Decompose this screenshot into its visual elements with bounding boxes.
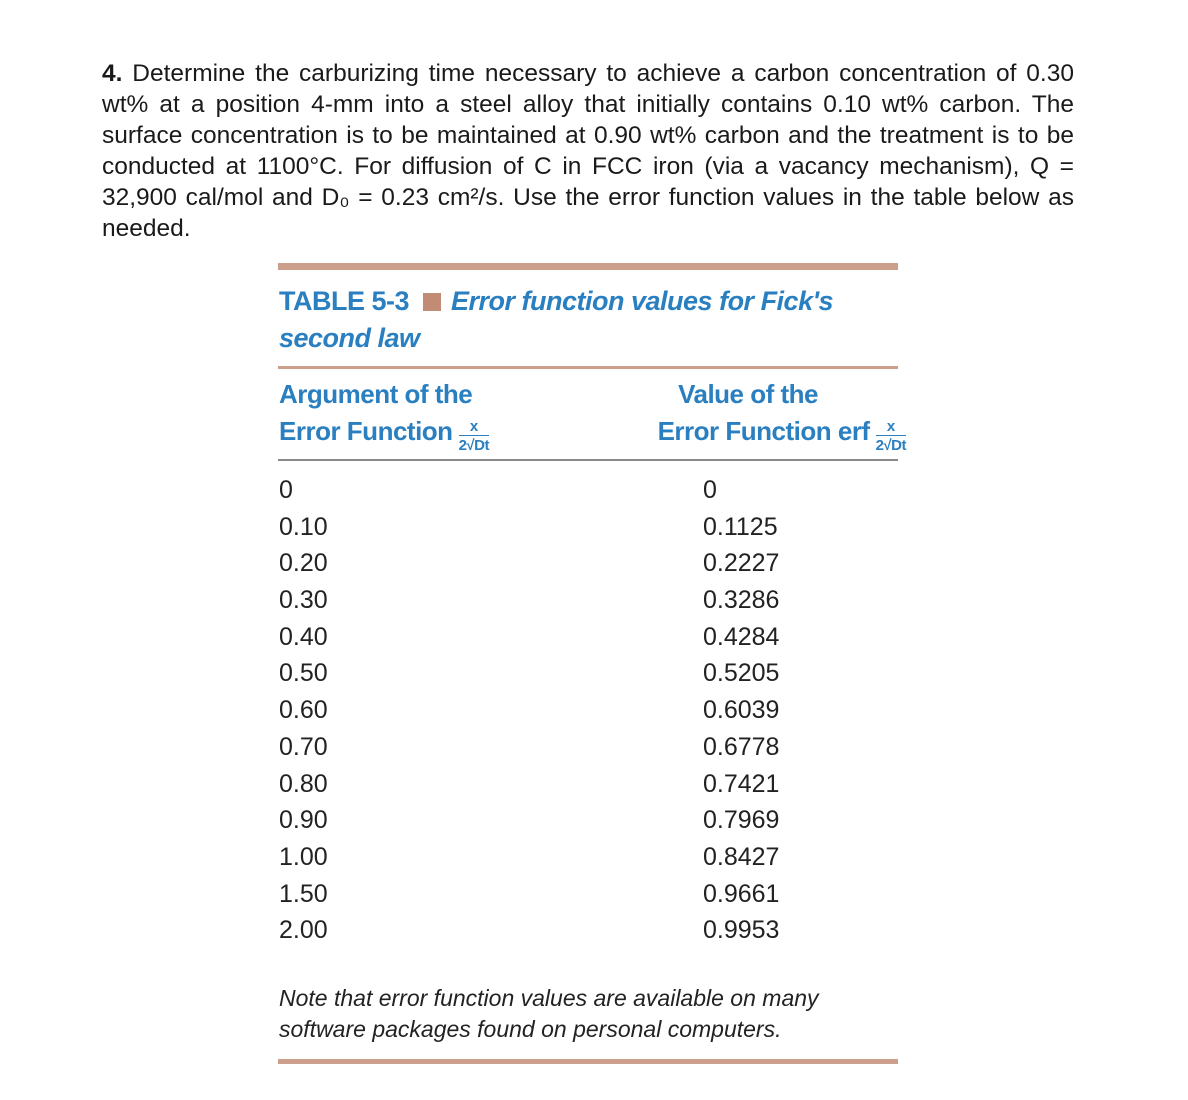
table-row-value: 0.7421	[703, 769, 780, 798]
table-row-arg: 1.50	[279, 879, 328, 908]
caption-rule	[278, 366, 898, 369]
table-row-arg: 1.00	[279, 842, 328, 871]
value-fraction	[876, 419, 906, 453]
table-row-arg: 0.80	[279, 769, 328, 798]
square-icon	[423, 293, 441, 311]
column-header-argument	[279, 376, 489, 453]
table-row-value: 0.9953	[703, 916, 780, 945]
problem-text: Determine the carburizing time necessary to achieve a carbon concentration of 0.30 wt% at a position 4-mm into a steel alloy that initially contains 0.10 wt% carbon. The surface concentration is to be maintained at 0.90 wt% carbon and the treatment is to be conducted at 1100°C. For diffusion of C in FCC iron (via a vacancy mechanism), Q = 32,900 cal/mol and D₀ = 0.23 cm²/s. Use the error function values in the table below as needed.	[102, 60, 1074, 242]
table-label: TABLE 5-3	[279, 286, 410, 316]
header-rule	[278, 459, 898, 461]
column-header-value	[606, 376, 906, 453]
table-row-value: 0.7969	[703, 806, 780, 835]
table-row-arg: 0.70	[279, 732, 328, 761]
table-row-value: 0.2227	[703, 549, 780, 578]
table-row-arg: 0	[279, 476, 293, 504]
table-row-arg: 0.60	[279, 696, 328, 725]
problem-number: 4.	[102, 60, 123, 87]
problem-statement	[102, 58, 1074, 244]
table-title-line1: Error function values for Fick's	[451, 286, 834, 316]
table-bottom-rule	[278, 1059, 898, 1064]
table-note: Note that error function values are available on many software packages found on personal computers.	[279, 985, 819, 1042]
col1-line1: Argument of the	[279, 379, 473, 409]
table-row-arg: 0.30	[279, 586, 328, 615]
table-row-arg: 0.90	[279, 806, 328, 835]
fraction-denominator: 2√Dt	[875, 437, 906, 454]
table-top-rule	[278, 263, 898, 270]
argument-fraction	[459, 419, 489, 453]
fraction-numerator: x	[876, 419, 906, 436]
table-row-arg: 0.50	[279, 659, 328, 688]
table-row-arg: 0.20	[279, 549, 328, 578]
table-row-arg: 0.10	[279, 512, 328, 541]
table-row-value: 0.6778	[703, 732, 780, 761]
table-title-line2: second law	[279, 323, 420, 353]
col1-line2: Error Function	[279, 416, 453, 446]
table-row-value: 0	[703, 476, 717, 504]
table-row-value: 0.3286	[703, 586, 780, 615]
col2-line2: Error Function erf	[657, 416, 870, 446]
table-row-value: 0.5205	[703, 659, 780, 688]
table-row-arg: 2.00	[279, 916, 328, 945]
fraction-denominator: 2√Dt	[458, 437, 489, 454]
table-row-value: 0.8427	[703, 842, 780, 871]
table-row-arg: 0.40	[279, 622, 328, 651]
argument-column	[279, 472, 328, 949]
table-row-value: 0.9661	[703, 879, 780, 908]
table-caption	[279, 283, 899, 357]
fraction-numerator: x	[459, 419, 489, 436]
value-column	[703, 472, 779, 949]
table-row-value: 0.6039	[703, 696, 780, 725]
table-row-value: 0.1125	[703, 512, 778, 541]
table-row-value: 0.4284	[703, 622, 780, 651]
col2-line1: Value of the	[678, 379, 818, 409]
